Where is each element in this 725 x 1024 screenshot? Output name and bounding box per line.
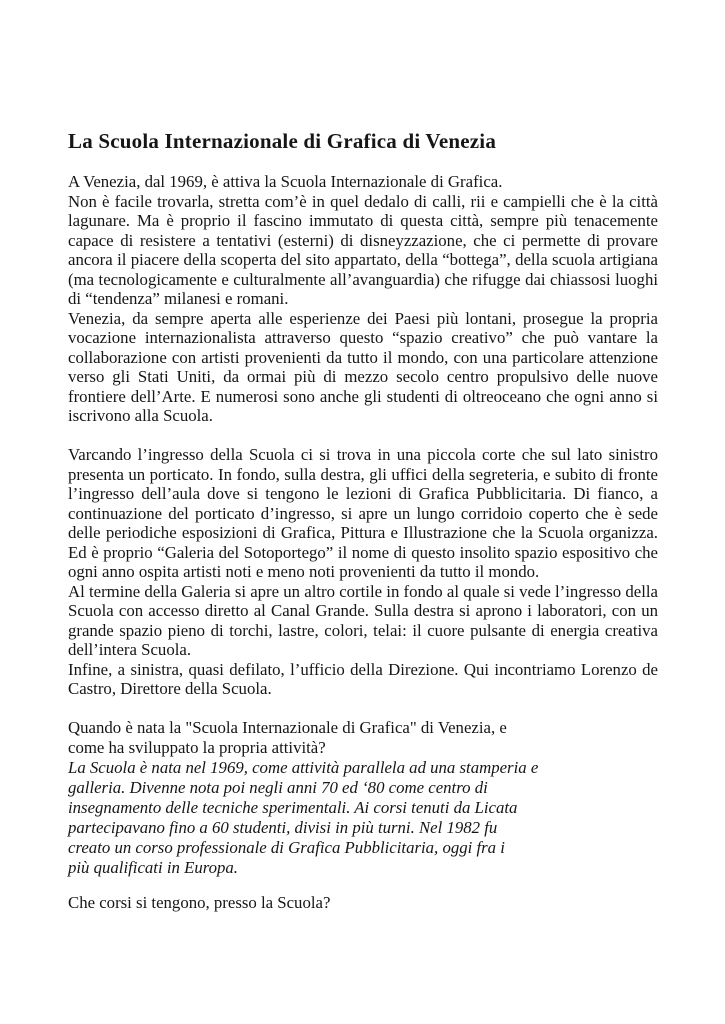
text-line: verso gli Stati Uniti, da ormai più di mezzo secolo centro propulsivo delle nuove (68, 367, 658, 386)
text-line: delle periodiche esposizioni di Grafica, Pittura e Illustrazione che la Scuola organizza. (68, 523, 658, 542)
document-body (68, 172, 658, 913)
text-line: Castro, Direttore della Scuola. (68, 679, 272, 698)
closing-question-paragraph (68, 893, 658, 913)
text-line: Ed è proprio “Galeria del Sotoportego” il nome di questo insolito spazio espositivo che (68, 542, 658, 562)
description-paragraph (68, 445, 658, 699)
interview-answer-paragraph (68, 758, 658, 878)
text-line: Al termine della Galeria si apre un altro cortile in fondo al quale si vede l’ingresso della (68, 581, 658, 601)
text-line: Venezia, da sempre aperta alle esperienze dei Paesi più lontani, prosegue la propria (68, 308, 658, 328)
text-line: La Scuola è nata nel 1969, come attività parallela ad una stamperia e (68, 758, 539, 777)
text-line: più qualificati in Europa. (68, 858, 238, 877)
text-line: di “tendenza” milanesi e romani. (68, 289, 289, 308)
text-line: galleria. Divenne nota poi negli anni 70 ed ‘80 come centro di (68, 778, 488, 797)
text-line: lagunare. Ma è proprio il fascino immutato di questa città, sempre più tenacemente (68, 211, 658, 230)
text-line: l’ingresso dell’aula dove si tengono le lezioni di Grafica Pubblicitaria. Di fianco, a (68, 484, 658, 503)
text-line: partecipavano fino a 60 studenti, divisi in più turni. Nel 1982 fu (68, 818, 498, 837)
text-line: dell’intera Scuola. (68, 640, 192, 659)
paragraph-gap (68, 426, 658, 446)
text-line: frontiere dell’Arte. E numerosi sono anche gli studenti di oltreoceano che ogni anno si (68, 386, 658, 406)
text-line: iscrivono alla Scuola. (68, 406, 213, 425)
paragraph-gap-small (68, 878, 658, 893)
text-line: Scuola con accesso diretto al Canal Grande. Sulla destra si aprono i laboratori, con un (68, 601, 658, 620)
intro-paragraph (68, 172, 658, 426)
text-line: come ha sviluppato la propria attività? (68, 738, 326, 757)
text-line: Quando è nata la "Scuola Internazionale di Grafica" di Venezia, e (68, 718, 507, 737)
document-title: La Scuola Internazionale di Grafica di Venezia (68, 129, 497, 153)
text-line: continuazione del porticato d’ingresso, si apre un lungo corridoio coperto che è sede (68, 503, 658, 523)
text-line: capace di resistere a tentativi (esterni) di disneyzzazione, che ci permette di provare (68, 230, 658, 250)
text-line: creato un corso professionale di Grafica Pubblicitaria, oggi fra i (68, 838, 505, 857)
text-line: ancora il piacere della scoperta del sito appartato, della “bottega”, della scuola artigiana (68, 250, 658, 269)
text-line: vocazione internazionalista attraverso questo “spazio creativo” che può vantare la (68, 328, 658, 347)
text-line: Che corsi si tengono, presso la Scuola? (68, 893, 331, 912)
text-line: collaborazione con artisti provenienti da tutto il mondo, con una particolare attenzione (68, 347, 658, 367)
text-line: Varcando l’ingresso della Scuola ci si trova in una piccola corte che sul lato sinistro (68, 445, 658, 464)
text-line: grande spazio pieno di torchi, lastre, colori, telai: il cuore pulsante di energia creativa (68, 620, 658, 640)
text-line: (ma tecnologicamente e culturalmente all’avanguardia) che rifugge dai chiassosi luoghi (68, 269, 658, 289)
paragraph-gap (68, 699, 658, 719)
text-line: Non è facile trovarla, stretta com’è in quel dedalo di calli, rii e campielli che è la città (68, 191, 658, 211)
text-line: insegnamento delle tecniche sperimentali. Ai corsi tenuti da Licata (68, 798, 518, 817)
interview-question-paragraph (68, 718, 658, 758)
text-line: ogni anno ospita artisti noti e meno noti provenienti da tutto il mondo. (68, 562, 540, 581)
text-line: A Venezia, dal 1969, è attiva la Scuola Internazionale di Grafica. (68, 172, 503, 191)
text-line: presenta un porticato. In fondo, sulla destra, gli uffici della segreteria, e subito di fronte (68, 464, 658, 484)
text-line: Infine, a sinistra, quasi defilato, l’ufficio della Direzione. Qui incontriamo Lorenzo de (68, 659, 658, 679)
